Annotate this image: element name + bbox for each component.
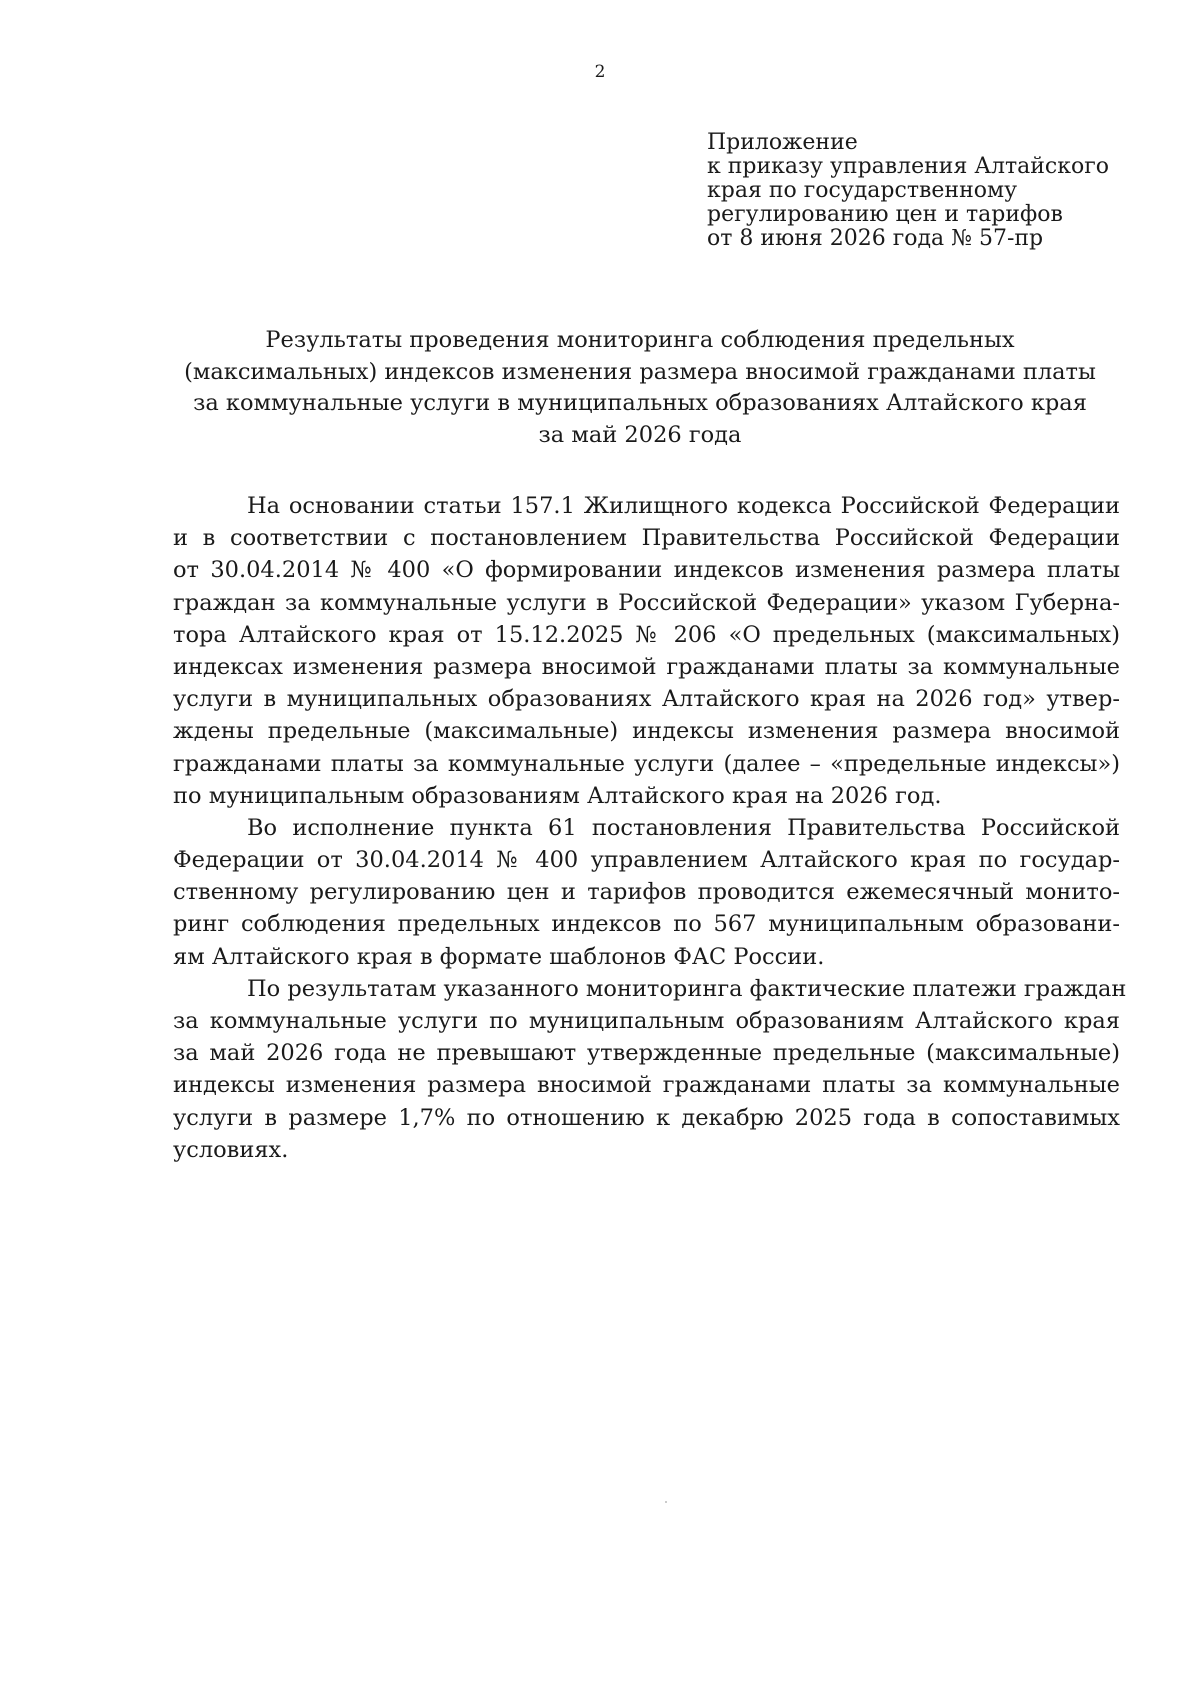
paragraph-3	[173, 973, 1127, 1166]
text-line: и в соответствии с постановлением Правительства Российской Федерации	[173, 525, 1120, 552]
appendix-line: Приложение	[707, 130, 858, 155]
text-line: гражданами платы за коммунальные услуги (далее – «предельные индексы»)	[173, 750, 1120, 777]
appendix-line: края по государственному	[707, 178, 1018, 203]
text-line: услуги в размере 1,7% по отношению к декабрю 2025 года в сопоставимых	[173, 1104, 1120, 1131]
title-line: за коммунальные услуги в муниципальных образованиях Алтайского края	[193, 390, 1087, 416]
text-line: Во исполнение пункта 61 постановления Правительства Российской	[247, 814, 1120, 841]
page-number: 2	[594, 62, 606, 82]
text-line: за май 2026 года не превышают утвержденные предельные (максимальные)	[173, 1040, 1120, 1067]
paragraph-2	[173, 812, 1120, 973]
text-line: индексах изменения размера вносимой гражданами платы за коммунальные	[173, 653, 1120, 680]
text-line: ственному регулированию цен и тарифов проводится ежемесячный монито-	[173, 879, 1120, 906]
document-title	[160, 325, 1120, 451]
appendix-line: от 8 июня 2026 года № 57-пр	[707, 226, 1044, 251]
appendix-line: к приказу управления Алтайского	[707, 154, 1110, 179]
text-line: граждан за коммунальные услуги в Российской Федерации» указом Губерна-	[173, 589, 1120, 616]
text-line: По результатам указанного мониторинга фактические платежи граждан	[247, 975, 1127, 1002]
text-line: На основании статьи 157.1 Жилищного кодекса Российской Федерации	[247, 493, 1120, 519]
title-line: Результаты проведения мониторинга соблюдения предельных	[265, 327, 1015, 353]
text-line: ринг соблюдения предельных индексов по 567 муниципальным образовани-	[173, 911, 1120, 938]
text-line: от 30.04.2014 № 400 «О формировании индексов изменения размера платы	[173, 557, 1120, 584]
appendix-line: регулированию цен и тарифов	[707, 202, 1063, 227]
text-line: Федерации от 30.04.2014 № 400 управлением Алтайского края по государ-	[173, 847, 1120, 874]
text-line: индексы изменения размера вносимой гражданами платы за коммунальные	[173, 1072, 1120, 1099]
text-line: услуги в муниципальных образованиях Алтайского края на 2026 год» утвер-	[173, 686, 1120, 713]
text-line: ждены предельные (максимальные) индексы изменения размера вносимой	[173, 718, 1120, 745]
paragraph-1	[173, 490, 1120, 812]
text-line: тора Алтайского края от 15.12.2025 № 206 «О предельных (максимальных)	[173, 621, 1120, 648]
title-line: (максимальных) индексов изменения размера вносимой гражданами платы	[184, 358, 1096, 385]
text-line: за коммунальные услуги по муниципальным образованиям Алтайского края	[173, 1008, 1120, 1034]
scan-speck	[665, 1501, 667, 1503]
text-line: по муниципальным образованиям Алтайского края на 2026 год.	[173, 782, 942, 809]
title-line: за май 2026 года	[538, 421, 742, 448]
appendix-header	[707, 131, 1167, 251]
text-line: ям Алтайского края в формате шаблонов ФАС России.	[173, 943, 825, 970]
document-body	[173, 490, 1127, 1166]
text-line: условиях.	[173, 1136, 289, 1163]
